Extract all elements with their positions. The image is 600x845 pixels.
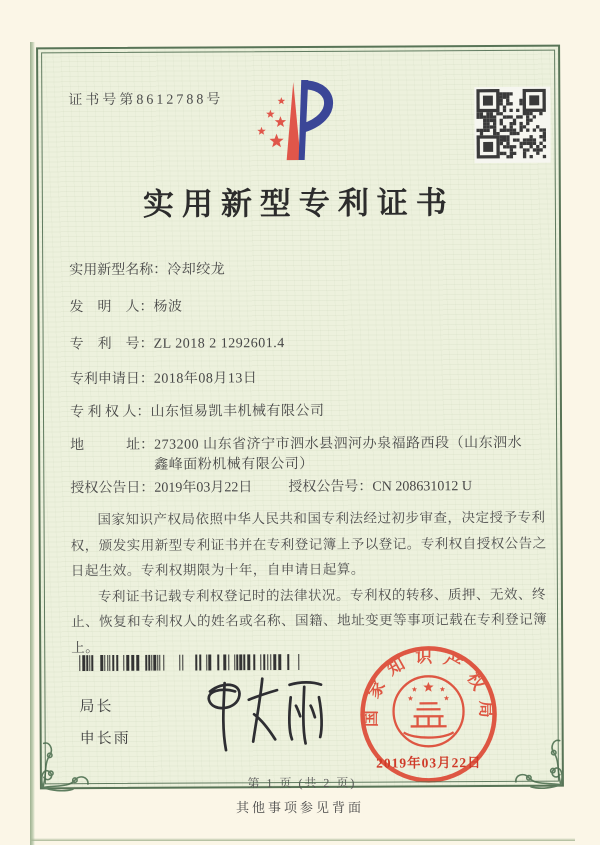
corner-ornament-icon (33, 725, 105, 797)
field-value: ZL 2018 2 1292601.4 (153, 336, 285, 352)
field-filing-date (70, 368, 548, 391)
field-grant-row (70, 477, 548, 500)
field-value: 2018年08月13日 (153, 371, 258, 387)
field-label: 专 利 号： (69, 336, 154, 353)
director-name: 申长雨 (79, 730, 131, 748)
grant-no-value: CN 208631012 U (372, 479, 472, 495)
field-value: 杨波 (153, 299, 183, 315)
page-number: 第 1 页 (共 2 页) (247, 775, 357, 791)
grant-date-value: 2019年03月22日 (154, 480, 253, 496)
certificate-title: 实用新型专利证书 (142, 185, 455, 222)
grant-no-label: 授权公告号： (288, 479, 373, 496)
grant-date-label: 授权公告日： (70, 480, 155, 497)
field-utility-model-name (69, 259, 547, 282)
logo-wedge (286, 82, 300, 160)
legal-paragraph-2: 专利证书记载专利权登记时的法律状况。专利权的转移、质押、无效、终止、恢复和专利权人的姓名或名称、国籍、地址变更等事项记载在专利登记簿上。 (71, 586, 548, 655)
field-address (70, 434, 548, 477)
field-label: 专 利 权 人： (69, 404, 151, 421)
field-value: 山东恒易凯丰机械有限公司 (150, 403, 325, 420)
qr-code (474, 87, 550, 163)
seal-stars (408, 682, 449, 701)
field-patentee (70, 401, 548, 424)
certificate-number: 证书号第8612788号 (68, 92, 224, 109)
field-value: 273200 山东省济宁市泗水县泗河办泉福路西段（山东泗水鑫峰面粉机械有限公司） (154, 435, 523, 473)
field-patent-number (70, 333, 548, 356)
logo-stem (298, 80, 308, 160)
legal-paragraph-1: 国家知识产权局依照中华人民共和国专利法经过初步审查，决定授予专利权，颁发实用新型专利证书并在专利登记簿上予以登记。专利权自授权公告之日起生效。专利权期限为十年，自申请日起算。 (70, 509, 547, 579)
certificate-panel (36, 45, 564, 790)
field-inventor (69, 296, 547, 319)
field-label: 实用新型名称： (69, 262, 168, 279)
back-side-note: 其他事项参见背面 (235, 800, 364, 815)
director-signature (191, 668, 336, 757)
field-label: 专利申请日： (69, 371, 154, 388)
corner-ornament-icon (499, 723, 571, 795)
field-label: 发 明 人： (69, 299, 154, 316)
director-title: 局长 (79, 698, 114, 716)
cnipa-logo-icon (250, 70, 347, 177)
fields-block (69, 259, 548, 499)
seal-text: 国家知识产权局 (361, 647, 496, 728)
legal-text (70, 505, 549, 661)
field-label: 地 址： (70, 437, 155, 454)
page-bottom-edge (30, 838, 575, 841)
seal-date: 2019年03月22日 (376, 755, 482, 771)
logo-stars (257, 97, 286, 147)
field-value: 冷却绞龙 (167, 262, 226, 278)
